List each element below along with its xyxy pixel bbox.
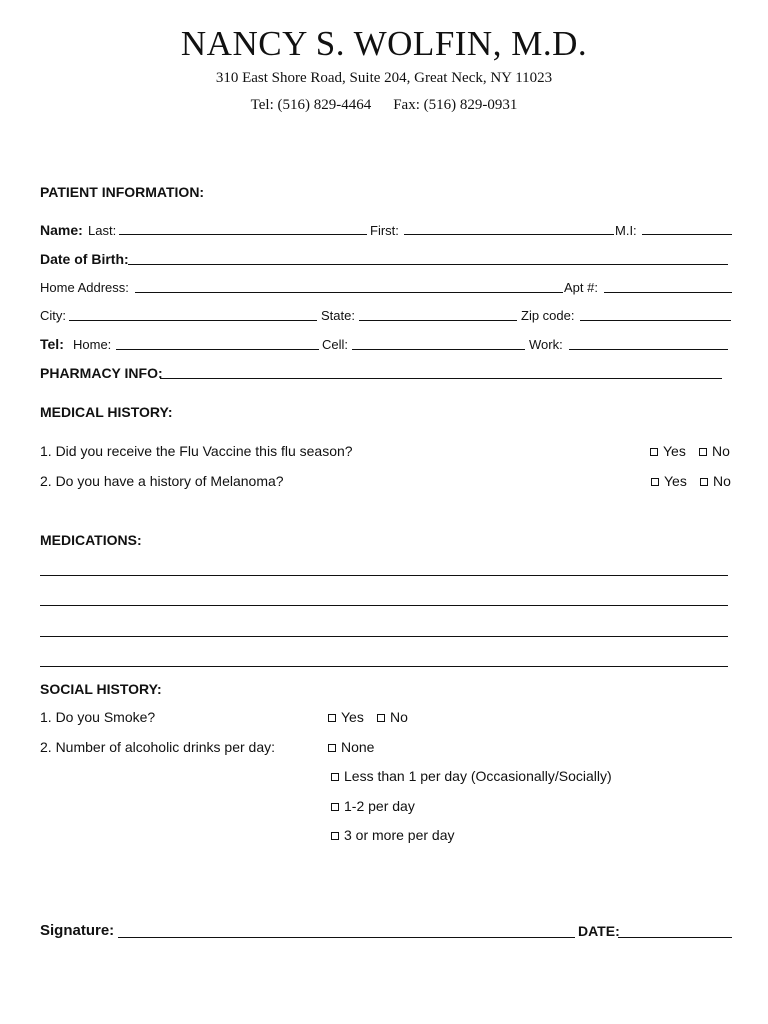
- doctor-name: NANCY S. WOLFIN, M.D.: [180, 24, 588, 63]
- last-name-label: Last:: [88, 223, 117, 238]
- home-address-label: Home Address:: [40, 280, 129, 295]
- signature-field[interactable]: [118, 937, 575, 938]
- dob-field[interactable]: [128, 264, 728, 265]
- checkbox-icon: [650, 448, 658, 456]
- no-label: No: [712, 443, 730, 459]
- checkbox-icon: [331, 832, 339, 840]
- date-field[interactable]: [618, 937, 732, 938]
- medications-line-4[interactable]: [40, 666, 728, 667]
- checkbox-icon: [331, 803, 339, 811]
- zip-field[interactable]: [580, 320, 731, 321]
- medical-history-heading: MEDICAL HISTORY:: [40, 404, 173, 420]
- cell-phone-field[interactable]: [352, 349, 525, 350]
- first-name-label: First:: [370, 223, 399, 238]
- three-or-more-label: 3 or more per day: [344, 827, 455, 843]
- yes-label: Yes: [664, 473, 687, 489]
- melanoma-question: 2. Do you have a history of Melanoma?: [40, 473, 284, 489]
- checkbox-icon: [700, 478, 708, 486]
- checkbox-icon: [377, 714, 385, 722]
- date-label: DATE:: [578, 923, 620, 939]
- pharmacy-label: PHARMACY INFO:: [40, 365, 163, 381]
- last-name-field[interactable]: [119, 234, 367, 235]
- middle-initial-label: M.I:: [615, 223, 637, 238]
- alcohol-question: 2. Number of alcoholic drinks per day:: [40, 739, 275, 755]
- checkbox-icon: [651, 478, 659, 486]
- smoke-yes[interactable]: [328, 709, 364, 725]
- city-label: City:: [40, 308, 66, 323]
- cell-phone-label: Cell:: [322, 337, 349, 352]
- apt-label: Apt #:: [564, 280, 598, 295]
- apt-field[interactable]: [604, 292, 732, 293]
- one-two-label: 1-2 per day: [344, 798, 415, 814]
- medications-line-2[interactable]: [40, 605, 728, 606]
- no-label: No: [713, 473, 731, 489]
- checkbox-icon: [328, 744, 336, 752]
- alcohol-3-or-more[interactable]: [331, 827, 455, 843]
- medications-line-3[interactable]: [40, 636, 728, 637]
- social-history-heading: SOCIAL HISTORY:: [40, 681, 162, 697]
- contact-line: [0, 97, 768, 114]
- phone-number: Tel: (516) 829-4464: [250, 97, 372, 113]
- dob-label: Date of Birth:: [40, 251, 129, 267]
- checkbox-icon: [328, 714, 336, 722]
- work-phone-field[interactable]: [569, 349, 728, 350]
- yes-label: Yes: [663, 443, 686, 459]
- signature-label: Signature:: [40, 922, 115, 939]
- pharmacy-field[interactable]: [160, 378, 722, 379]
- patient-info-heading: PATIENT INFORMATION:: [40, 184, 205, 200]
- home-phone-label: Home:: [73, 337, 112, 352]
- home-address-field[interactable]: [135, 292, 563, 293]
- alcohol-none[interactable]: [328, 739, 374, 755]
- medications-heading: MEDICATIONS:: [40, 532, 142, 548]
- name-label: Name:: [40, 222, 83, 238]
- flu-vaccine-no[interactable]: [699, 443, 730, 459]
- melanoma-no[interactable]: [700, 473, 731, 489]
- city-field[interactable]: [69, 320, 317, 321]
- office-address: 310 East Shore Road, Suite 204, Great Neck, NY 11023: [215, 70, 553, 86]
- flu-vaccine-yes[interactable]: [650, 443, 686, 459]
- smoke-no[interactable]: [377, 709, 408, 725]
- zip-label: Zip code:: [521, 308, 575, 323]
- tel-label: Tel:: [40, 336, 64, 352]
- melanoma-yes[interactable]: [651, 473, 687, 489]
- alcohol-1-2[interactable]: [331, 798, 415, 814]
- medications-line-1[interactable]: [40, 575, 728, 576]
- none-label: None: [341, 739, 375, 755]
- first-name-field[interactable]: [404, 234, 614, 235]
- work-phone-label: Work:: [529, 337, 563, 352]
- no-label: No: [390, 709, 408, 725]
- checkbox-icon: [331, 773, 339, 781]
- home-phone-field[interactable]: [116, 349, 319, 350]
- alcohol-less-than-1[interactable]: [331, 768, 612, 784]
- checkbox-icon: [699, 448, 707, 456]
- state-field[interactable]: [359, 320, 517, 321]
- less-than-1-label: Less than 1 per day (Occasionally/Socially): [344, 768, 612, 784]
- flu-vaccine-question: 1. Did you receive the Flu Vaccine this flu season?: [40, 443, 353, 459]
- yes-label: Yes: [341, 709, 364, 725]
- smoke-question: 1. Do you Smoke?: [40, 709, 156, 725]
- fax-number: Fax: (516) 829-0931: [393, 97, 518, 113]
- state-label: State:: [321, 308, 355, 323]
- middle-initial-field[interactable]: [642, 234, 732, 235]
